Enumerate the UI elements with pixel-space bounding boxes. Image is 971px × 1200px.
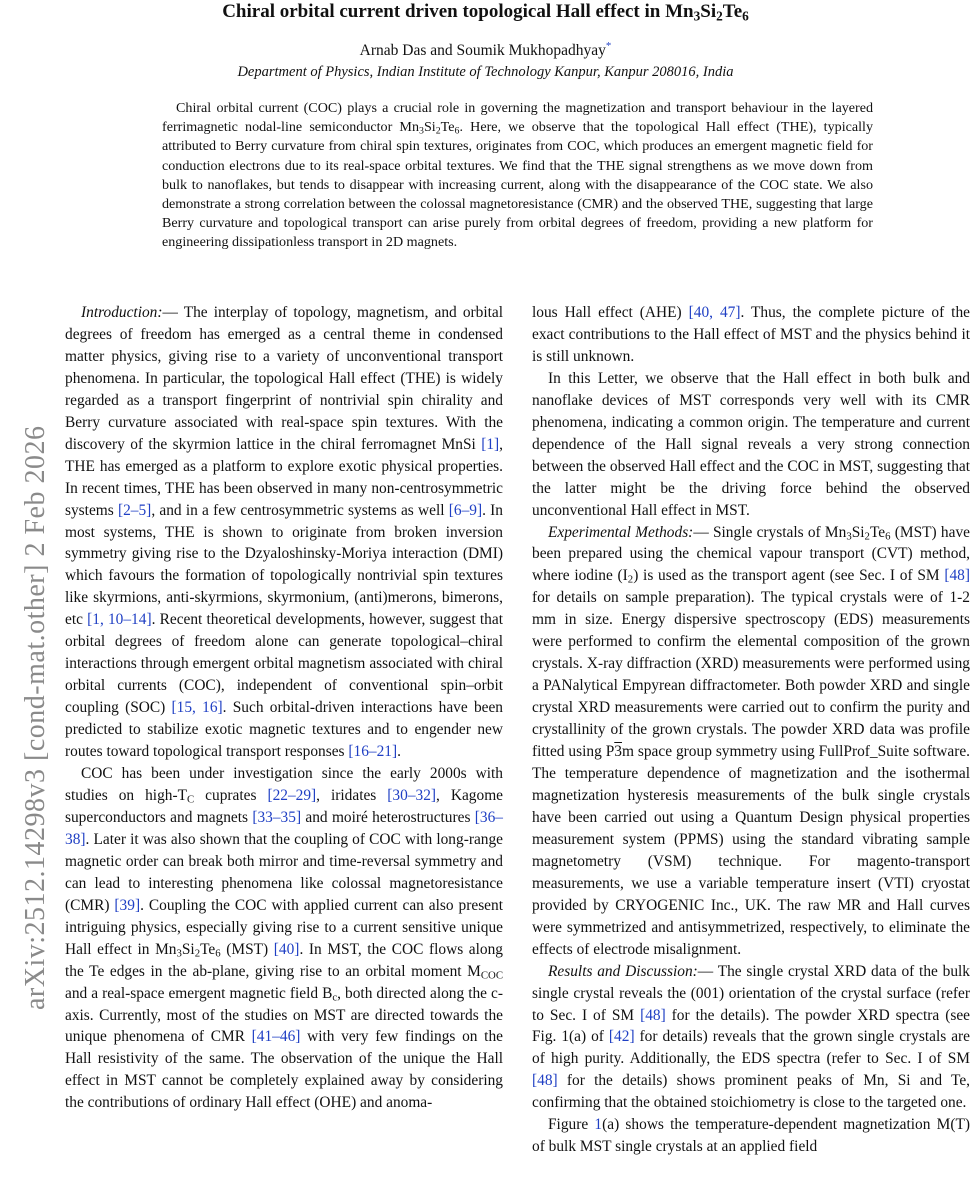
coc-paragraph: COC has been under investigation since the early 2000s with studies on high-$T_C$ cuprates [22–29], iridates [30–32], Kagome superconductors and magnets [33–35] and moiré heterostructures [36–38]. Later it was also shown that the coupling of COC with long-range magnetic order can break both mirror and time-reversal symmetry and can lead to interesting phenomena like colossal magnetoresistance (CMR) [39]. Coupling the COC with applied current can also present intriguing physics, especially giving rise to a current sensitive unique Hall effect in $Mn_3Si_2Te_6$ (MST) [40]. In MST, the COC flows along the Te edges in the ab-plane, giving rise to an orbital moment $M_{COC}$ and a real-space emergent magnetic field $B_c$, both directed along the c-axis. Currently, most of the studies on MST are directed towards the unique phenomena of CMR [41–46] with very few findings on the Hall resistivity of the same. The observation of the unique the Hall effect in MST cannot be completely explained away by considering the contributions of ordinary Hall effect (OHE) and anoma- — [65, 765, 504, 1112]
citation-link[interactable]: [41–46] — [251, 1028, 301, 1046]
author-footnote-mark[interactable]: * — [605, 39, 612, 52]
section-heading-introduction: Introduction: — [81, 304, 163, 321]
citation-link[interactable]: [30–32] — [387, 786, 437, 804]
paper-title: Chiral orbital current driven topological Hall effect in $Mn_3Si_2Te_6$ — [222, 1, 749, 24]
left-column — [65, 302, 503, 1114]
abstract: Chiral orbital current (COC) plays a crucial role in governing the magnetization and transport behaviour in the layered ferrimagnetic nodal-line semiconductor $Mn_3Si_2Te_6$. Here, we observe that the topological Hall effect (THE), typically attributed to Berry curvature from chiral spin textures, originates from COC, which produces an emergent magnetic field for conduction electrons due to its real-space orbital textures. We find that the THE signal strengthens as we move down from bulk to nanoflakes, but tends to disappear with increasing current, along with the disappearance of the COC state. We also demonstrate a strong correlation between the colossal magnetoresistance (CMR) and the observed THE, suggesting that large Berry curvature and topological transport can arise purely from orbital degrees of freedom, providing a new platform for engineering dissipationless transport in 2D magnets. — [162, 100, 874, 251]
figure-link[interactable]: 1 — [594, 1116, 603, 1134]
citation-link[interactable]: [42] — [608, 1028, 635, 1046]
citation-link[interactable]: [22–29] — [267, 786, 317, 804]
citation-link[interactable]: [40] — [273, 940, 300, 958]
citation-link[interactable]: [39] — [114, 896, 141, 914]
authors: Arnab Das and Soumik Mukhopadhyay* — [359, 39, 612, 59]
citation-link[interactable]: [2–5] — [117, 501, 152, 519]
arxiv-sidebar-id: arXiv:2512.14298v3 [cond-mat.other] 2 Feb 2026 — [20, 425, 51, 1010]
citation-link[interactable]: [40, 47] — [688, 304, 741, 321]
citation-link[interactable]: [16–21] — [348, 743, 398, 761]
continued-paragraph: lous Hall effect (AHE) [40, 47]. Thus, the complete picture of the exact contributions to the Hall effect of MST and the physics behind it is still unknown. — [532, 304, 970, 365]
citation-link[interactable]: [15, 16] — [171, 699, 223, 717]
citation-link[interactable]: [48] — [532, 1072, 558, 1090]
citation-link[interactable]: [33–35] — [252, 808, 302, 826]
methods-paragraph: Experimental Methods:— Single crystals of $Mn_3Si_2Te_6$ (MST) have been prepared using the chemical vapour transport (CVT) method, where iodine $(I_2)$ is used as the transport agent (see Sec. I of SM [48] for details on sample preparation). The typical crystals were of 1-2 mm in size. Energy dispersive spectroscopy (EDS) measurements were performed to confirm the elemental composition of the grown crystals. X-ray diffraction (XRD) measurements were performed using a PANalytical Empyrean diffractometer. Both powder XRD and single crystal XRD measurements were carried out to confirm the purity and crystallinity of the grown crystals. The powder XRD data was profile fitted using P3m space group symmetry using FullProf_Suite software. The temperature dependence of magnetization and the isothermal magnetization hysteresis measurements of the bulk single crystals have been carried out using a Quantum Design physical properties measurement system (PPMS) using the standard vibrating sample magnetometry (VSM) technique. For magento-transport measurements, we use a variable temperature insert (VTI) cryostat provided by CRYOGENIC Inc., UK. The raw MR and Hall curves were symmetrized and antisymmetrized, respectively, to eliminate the effects of electrode misalignment. — [532, 523, 971, 958]
section-heading-results: Results and Discussion: — [548, 962, 698, 980]
citation-link[interactable]: [48] — [944, 567, 970, 585]
citation-link[interactable]: [36–38] — [65, 808, 503, 848]
letter-overview-paragraph: In this Letter, we observe that the Hall effect in both bulk and nanoflake devices of MST corresponds very well with its CMR phenomena, indicating a common origin. The temperature and current dependence of the Hall signal reveals a very strong connection between the observed Hall effect and the COC in MST, suggesting that the latter might be the driving force behind the observed unconventional Hall effect in MST. — [532, 369, 970, 519]
affiliation: Department of Physics, Indian Institute of Technology Kanpur, Kanpur 208016, India — [237, 64, 734, 80]
citation-link[interactable]: [48] — [640, 1006, 666, 1024]
intro-paragraph: Introduction:— The interplay of topology, magnetism, and orbital degrees of freedom has emerged as a central theme in condensed matter physics, giving rise to a variety of unconventional transport phenomena. In particular, the topological Hall effect (THE) is widely regarded as a transport fingerprint of nontrivial spin chirality and Berry curvature associated with real-space spin textures. With the discovery of the skyrmion lattice in the chiral ferromagnet MnSi [1], THE has emerged as a platform to explore exotic physical properties. In recent times, THE has been observed in many non-centrosymmetric systems [2–5], and in a few centrosymmetric systems as well [6–9]. In most systems, THE is shown to originate from broken inversion symmetry giving rise to the Dzyaloshinsky-Moriya interaction (DMI) which favours the formation of topologically nontrivial spin textures like skyrmions, anti-skyrmions, skyrmonium, (anti)merons, bimerons, etc [1, 10–14]. Recent theoretical developments, however, suggest that orbital degrees of freedom alone can generate topological–chiral interactions through emergent orbital magnetism associated with chiral orbital currents (COC), independent of conventional spin–orbit coupling (SOC) [15, 16]. Such orbital-driven interactions have been predicted to stabilize exotic magnetic textures and to engender new routes toward topological transport responses [16–21]. — [65, 304, 503, 761]
results-paragraph: Results and Discussion:— The single crystal XRD data of the bulk single crystal reveals the (001) orientation of the crystal surface (refer to Sec. I of SM [48] for the details). The powder XRD spectra (see Fig. 1(a) of [42] for details) reveals that the grown single crystals are of high purity. Additionally, the EDS spectra (refer to Sec. I of SM [48] for the details) shows prominent peaks of Mn, Si and Te, confirming that the obtained stoichiometry is close to the targeted one. — [532, 962, 970, 1112]
citation-link[interactable]: [6–9] — [448, 501, 483, 519]
citation-link[interactable]: [1] — [481, 435, 500, 453]
right-column — [532, 302, 970, 1158]
figure-discussion-paragraph: Figure 1(a) shows the temperature-dependent magnetization M(T) of bulk MST single crystals at an applied field — [532, 1116, 971, 1156]
citation-link[interactable]: [1, 10–14] — [87, 611, 152, 629]
section-heading-methods: Experimental Methods: — [548, 523, 694, 541]
